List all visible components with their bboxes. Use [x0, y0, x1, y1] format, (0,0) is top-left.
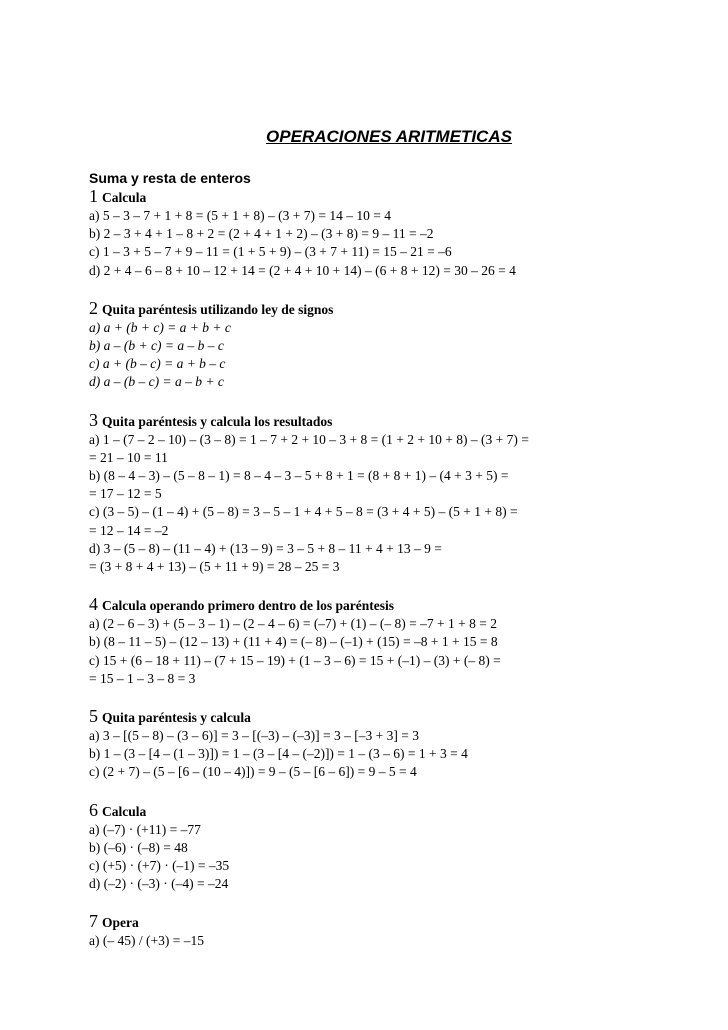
- exercise-line: b) 1 – (3 – [4 – (1 – 3)]) = 1 – (3 – [4 – (–2)]) = 1 – (3 – 6) = 1 + 3 = 4: [89, 746, 468, 762]
- exercise-line: b) a – (b + c) = a – b – c: [89, 338, 224, 354]
- exercise-number: 3: [89, 409, 98, 430]
- exercise-title: Quita paréntesis y calcula los resultados: [102, 413, 333, 429]
- exercise-title: Opera: [102, 915, 139, 931]
- exercise-line: d) 2 + 4 – 6 – 8 + 10 – 12 + 14 = (2 + 4 + 10 + 14) – (6 + 8 + 12) = 30 – 26 = 4: [89, 262, 516, 278]
- exercise-number: 2: [89, 297, 98, 318]
- exercise-1: [89, 187, 689, 280]
- exercise-title: Calcula operando primero dentro de los paréntesis: [102, 598, 394, 614]
- exercise-line: a) 5 – 3 – 7 + 1 + 8 = (5 + 1 + 8) – (3 + 7) = 14 – 10 = 4: [89, 208, 392, 223]
- exercise-line: = 15 – 1 – 3 – 8 = 3: [89, 670, 196, 686]
- page-title: OPERACIONES ARITMETICAS: [266, 127, 512, 146]
- exercise-line: c) 1 – 3 + 5 – 7 + 9 – 11 = (1 + 5 + 9) – (3 + 7 + 11) = 15 – 21 = –6: [89, 244, 452, 260]
- exercise-line: c) 15 + (6 – 18 + 11) – (7 + 15 – 19) + (1 – 3 – 6) = 15 + (–1) – (3) + (– 8) =: [89, 652, 501, 668]
- exercise-line: a) (– 45) / (+3) = –15: [89, 933, 204, 949]
- exercise-6: [89, 801, 689, 894]
- exercise-title: Quita paréntesis y calcula: [102, 710, 251, 726]
- exercise-heading: [89, 299, 689, 319]
- exercise-3: [89, 411, 689, 577]
- exercise-line: c) (3 – 5) – (1 – 4) + (5 – 8) = 3 – 5 – 1 + 4 + 5 – 8 = (3 + 4 + 5) – (5 + 1 + 8) =: [89, 504, 518, 520]
- document-body: [89, 170, 689, 951]
- exercise-heading: [89, 707, 689, 727]
- exercise-line: = 17 – 12 = 5: [89, 486, 162, 502]
- exercise-title: Calcula: [102, 190, 147, 205]
- exercise-title: Quita paréntesis utilizando ley de signos: [102, 301, 334, 317]
- exercise-heading: [89, 187, 689, 207]
- section-heading: Suma y resta de enteros: [89, 170, 251, 186]
- exercise-line: = 12 – 14 = –2: [89, 522, 169, 538]
- exercise-number: 6: [89, 799, 98, 820]
- exercise-heading: [89, 912, 689, 932]
- exercise-line: a) (–7) · (+11) = –77: [89, 821, 201, 837]
- exercise-line: a) (2 – 6 – 3) + (5 – 3 – 1) – (2 – 4 – 6) = (–7) + (1) – (– 8) = –7 + 1 + 8 = 2: [89, 616, 497, 632]
- exercise-line: a) 1 – (7 – 2 – 10) – (3 – 8) = 1 – 7 + 2 + 10 – 3 + 8 = (1 + 2 + 10 + 8) – (3 + 7) =: [89, 431, 529, 447]
- exercise-number: 4: [89, 594, 98, 615]
- exercise-5: [89, 707, 689, 782]
- exercise-heading: [89, 411, 689, 431]
- exercise-line: b) (8 – 11 – 5) – (12 – 13) + (11 + 4) = (– 8) – (–1) + (15) = –8 + 1 + 15 = 8: [89, 634, 498, 650]
- exercise-number: 1: [89, 186, 98, 206]
- exercise-line: a) a + (b + c) = a + b + c: [89, 319, 231, 335]
- exercise-2: [89, 299, 689, 392]
- exercise-heading: [89, 595, 689, 615]
- exercise-number: 5: [89, 706, 98, 727]
- exercise-number: 7: [89, 911, 98, 932]
- exercise-heading: [89, 801, 689, 821]
- exercise-line: c) (2 + 7) – (5 – [6 – (10 – 4)]) = 9 – (5 – [6 – 6]) = 9 – 5 = 4: [89, 764, 417, 780]
- exercise-line: c) a + (b – c) = a + b – c: [89, 356, 226, 372]
- exercise-line: d) a – (b – c) = a – b + c: [89, 374, 224, 390]
- exercise-line: b) (–6) · (–8) = 48: [89, 839, 188, 855]
- exercise-line: d) (–2) · (–3) · (–4) = –24: [89, 876, 229, 892]
- exercise-line: = 21 – 10 = 11: [89, 449, 168, 465]
- exercise-7: [89, 912, 689, 950]
- exercise-line: d) 3 – (5 – 8) – (11 – 4) + (13 – 9) = 3 – 5 + 8 – 11 + 4 + 13 – 9 =: [89, 540, 442, 556]
- exercise-line: = (3 + 8 + 4 + 13) – (5 + 11 + 9) = 28 – 25 = 3: [89, 559, 340, 575]
- exercise-line: b) 2 – 3 + 4 + 1 – 8 + 2 = (2 + 4 + 1 + 2) – (3 + 8) = 9 – 11 = –2: [89, 226, 434, 242]
- exercise-4: [89, 595, 689, 688]
- exercise-line: c) (+5) · (+7) · (–1) = –35: [89, 858, 230, 874]
- exercise-line: a) 3 – [(5 – 8) – (3 – 6)] = 3 – [(–3) – (–3)] = 3 – [–3 + 3] = 3: [89, 728, 420, 744]
- exercise-title: Calcula: [102, 803, 147, 819]
- exercise-line: b) (8 – 4 – 3) – (5 – 8 – 1) = 8 – 4 – 3 – 5 + 8 + 1 = (8 + 8 + 1) – (4 + 3 + 5) =: [89, 468, 509, 484]
